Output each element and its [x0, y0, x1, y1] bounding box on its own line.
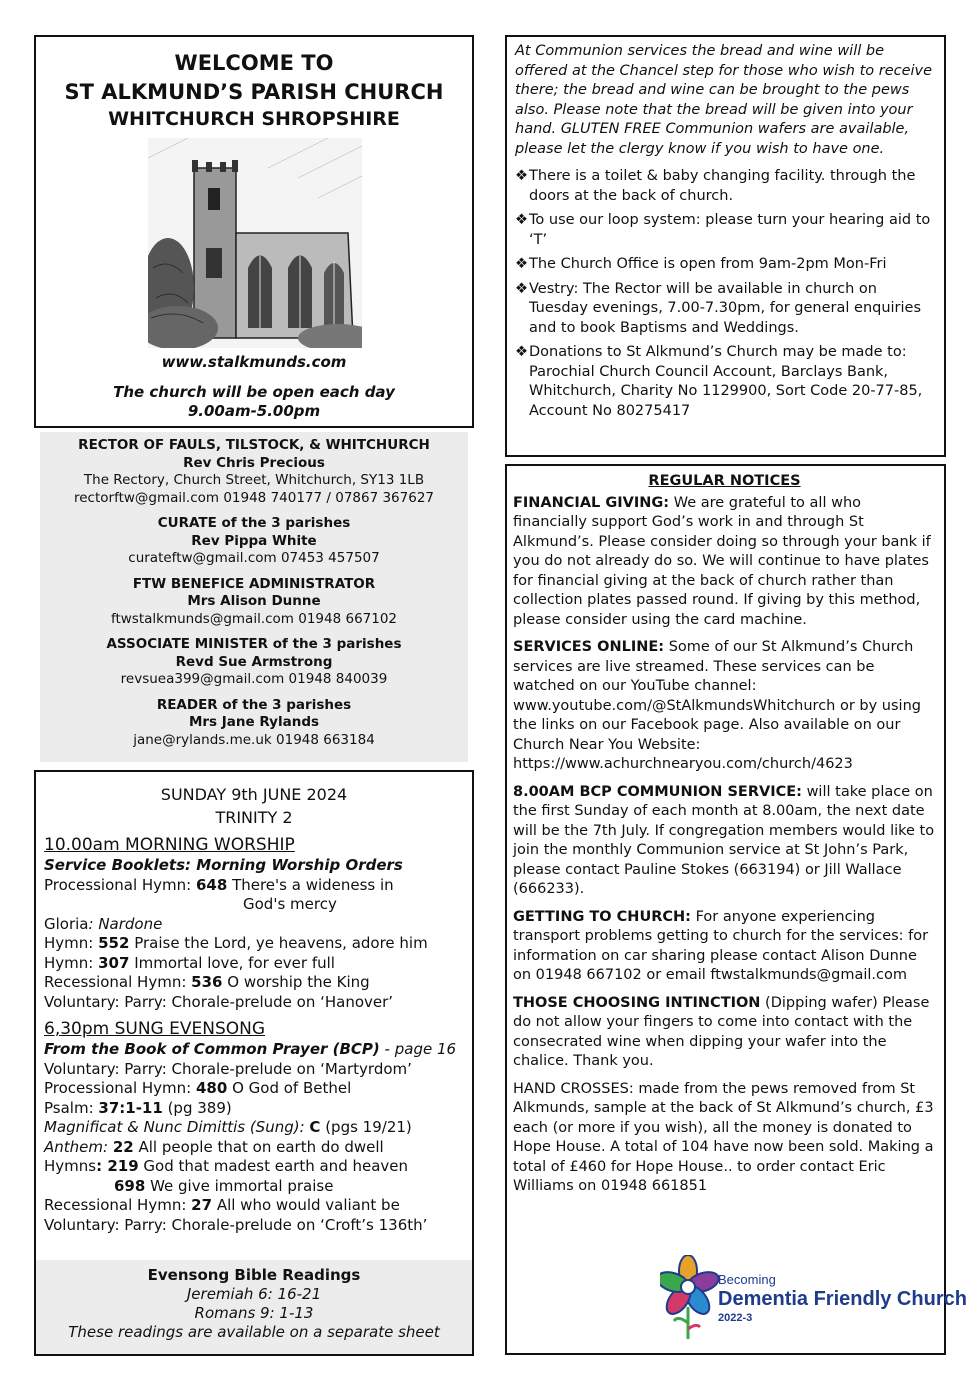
clergy-name: Mrs Alison Dunne: [187, 593, 321, 609]
clergy-name: Rev Chris Precious: [183, 454, 325, 471]
hymn-label: Recessional Hymn:: [44, 1196, 192, 1214]
clergy-contact: rectorftw@gmail.com 01948 740177 / 07867 367627: [73, 489, 435, 506]
bible-readings: [36, 1260, 472, 1354]
church-sketch-image: [148, 138, 362, 348]
notice-hand-crosses: [513, 1080, 936, 1197]
recessional-hymn: [44, 973, 464, 993]
welcome-title: WELCOME TO: [174, 51, 334, 75]
anthem-label: Anthem:: [44, 1137, 113, 1156]
bullet-toilet: [515, 167, 936, 206]
bullet-text: Donations to St Alkmund’s Church may be made to: Parochial Church Council Account, Barclays Bank, Whitchurch, Charity No 1129900, Sort Code 20-77-85, Account No 80275417: [529, 344, 923, 419]
bullet-office: [515, 255, 936, 275]
hymn-552: [44, 934, 464, 954]
psalm-page: (pg 389): [162, 1098, 232, 1117]
bullet-loop: [515, 211, 936, 250]
opening-hours: [36, 383, 472, 421]
bullet-text: The Church Office is open from 9am-2pm Mon-Fri: [529, 256, 887, 272]
clergy-rector: [40, 437, 468, 507]
diamond-bullet-icon: ❖: [515, 256, 528, 272]
clergy-role: RECTOR OF FAULS, TILSTOCK, & WHITCHURCH: [78, 437, 430, 453]
bullet-vestry: [515, 280, 936, 339]
gloria-setting: : Nardone: [88, 914, 163, 933]
clergy-role: READER of the 3 parishes: [156, 696, 352, 713]
voluntary: Voluntary: Parry: Chorale-prelude on ‘Hanover’: [44, 992, 394, 1011]
recessional-hymn: [44, 1196, 464, 1216]
evensong: [36, 1018, 472, 1235]
bcp-page: - page 16: [379, 1040, 457, 1058]
hymn-label: Recessional Hymn:: [44, 973, 192, 991]
voluntary: Voluntary: Parry: Chorale-prelude on ‘Martyrdom’: [44, 1059, 412, 1078]
hymn-number: 480: [195, 1079, 228, 1097]
notice-text: We are grateful to all who financially support God’s work in and through St Alkmund’s. Please consider doing so through your bank if you do not already do so. We will continue to have plates for financial giving at the back of church rather than collection plates passed round. If giving by this method, please consider using the card machine.: [513, 494, 931, 628]
opening-hours-line1: The church will be open each day: [113, 383, 395, 401]
psalm: [44, 1099, 464, 1119]
bcp-book: From the Book of Common Prayer (BCP): [44, 1040, 380, 1058]
gloria-label: Gloria: [44, 914, 89, 933]
hymns-label: Hymns: [44, 1157, 97, 1175]
bcp-line: [44, 1040, 464, 1060]
notice-text: will take place on the first Sunday of each month at 8.00am, the next date will be the 7th July. If congregation members would like to join the monthly Communion service at St John’s Park, please contact Pauline Stokes (663194) or Jill Wallace (666233).: [513, 783, 935, 897]
service-date-text: SUNDAY 9th JUNE 2024: [160, 785, 348, 804]
notice-heading: THOSE CHOOSING INTINCTION: [513, 994, 761, 1011]
hymn-label: Hymn:: [44, 934, 99, 952]
hymn-number: : 219: [96, 1157, 139, 1175]
diamond-bullet-icon: ❖: [515, 212, 528, 228]
church-name: ST ALKMUND’S PARISH CHURCH: [64, 80, 444, 104]
notice-text: For anyone experiencing transport problems getting to church for the services: for information on car sharing please contact Alison Dunne on 01948 667102 or email ftwstalkmunds@gmail.com: [513, 908, 929, 983]
notice-financial-giving: [513, 494, 936, 631]
clergy-contacts: [40, 432, 468, 762]
hymn-number: 536: [191, 973, 223, 991]
reading-2: Romans 9: 1-13: [194, 1304, 314, 1322]
notice-text: (Dipping wafer) Please do not allow your fingers to come into contact with the consecrated wine when dipping your wafer into the chalice. Thank you.: [513, 994, 930, 1069]
bullet-text: There is a toilet & baby changing facility. through the doors at the back of church.: [529, 168, 916, 204]
hymns: [44, 1157, 464, 1177]
morning-worship-heading: 10.00am MORNING WORSHIP: [44, 835, 295, 855]
hymn-number: 27: [191, 1196, 213, 1214]
notice-bcp-communion: [513, 783, 936, 900]
hymn-title: O God of Bethel: [227, 1079, 352, 1097]
clergy-curate: [40, 515, 468, 568]
hymn-label: Processional Hymn:: [44, 875, 196, 894]
bullet-text: Vestry: The Rector will be available in church on Tuesday evenings, 7.00-7.30pm, for general enquiries and to book Baptisms and Weddings.: [529, 280, 922, 336]
dementia-friendly-logo: [660, 1255, 967, 1341]
clergy-role: ASSOCIATE MINISTER of the 3 parishes: [106, 636, 402, 652]
clergy-associate-minister: [40, 636, 468, 689]
notice-text: HAND CROSSES: made from the pews removed from St Alkmunds, sample at the back of St Alkmund’s church, £3 each (or more if you wish), all the money is donated to Hope House. A total of 104 have now been sold. Making a total of £460 for Hope House.. to order contact Eric Williams on 01948 661851: [513, 1080, 934, 1194]
psalm-number: 37:1-11: [98, 1098, 163, 1117]
church-location: WHITCHURCH SHROPSHIRE: [108, 108, 400, 130]
logo-year: 2022-3: [718, 1312, 753, 1324]
clergy-name: Mrs Jane Rylands: [188, 714, 320, 730]
magnificat: [44, 1118, 464, 1138]
evensong-heading: 6,30pm SUNG EVENSONG: [44, 1019, 266, 1039]
hymn-number: 552: [98, 934, 130, 952]
voluntary: Voluntary: Parry: Chorale-prelude on ‘Croft’s 136th’: [44, 1215, 428, 1234]
reading-1: Jeremiah 6: 16-21: [186, 1285, 322, 1303]
notice-heading: 8.00AM BCP COMMUNION SERVICE:: [513, 783, 802, 800]
clergy-reader: [40, 697, 468, 750]
hymn-title: We give immortal praise: [145, 1176, 334, 1195]
bullet-donations: [515, 343, 936, 421]
hymn-number: 648: [195, 875, 228, 894]
notice-heading: SERVICES ONLINE:: [513, 639, 665, 655]
gloria: [44, 915, 464, 935]
notice-getting-to-church: [513, 908, 936, 986]
anthem-number: 22: [112, 1137, 134, 1156]
diamond-bullet-icon: ❖: [515, 168, 528, 184]
clergy-name: Revd Sue Armstrong: [175, 653, 333, 670]
clergy-role: FTW BENEFICE ADMINISTRATOR: [132, 575, 376, 592]
hymn-title: There's a wideness in: [227, 875, 394, 894]
notice-services-online: [513, 638, 936, 775]
communion-info-box: [505, 35, 946, 457]
hymn-title: Praise the Lord, ye heavens, adore him: [129, 934, 428, 952]
anthem: [44, 1138, 464, 1158]
clergy-contact: curateftw@gmail.com 07453 457507: [128, 550, 380, 566]
notice-heading: FINANCIAL GIVING:: [513, 494, 670, 511]
hymn-label: Hymn:: [44, 953, 99, 972]
processional-hymn: [44, 876, 464, 896]
opening-hours-line2: 9.00am-5.00pm: [187, 402, 321, 420]
hymn-title: Immortal love, for ever full: [129, 953, 335, 972]
diamond-bullet-icon: ❖: [515, 280, 528, 297]
clergy-contact: jane@rylands.me.uk 01948 663184: [133, 731, 375, 748]
welcome-box: [34, 35, 474, 428]
notice-text: Some of our St Alkmund’s Church services are live streamed. These services can be watched on our YouTube channel: www.youtube.com/@StAlkmundsWhitchurch or by using the links on our Facebook page. Also available on our Church Near You Website: https://www.achurchnearyou.com/church/4623: [513, 639, 921, 772]
regular-notices-box: [505, 464, 946, 1355]
service-booklets: Service Booklets: Morning Worship Orders: [44, 856, 403, 874]
notice-intinction: [513, 994, 936, 1072]
hymn-label: Processional Hymn:: [44, 1079, 196, 1097]
hymn-698: [44, 1177, 464, 1197]
sunday-services-box: [34, 770, 474, 1356]
readings-note: These readings are available on a separate sheet: [68, 1323, 440, 1341]
notices-title: REGULAR NOTICES: [648, 473, 801, 489]
magnificat-pages: (pgs 19/21): [320, 1118, 412, 1136]
morning-worship: [36, 834, 472, 1012]
hymn-number: 307: [98, 953, 130, 972]
trinity-label: TRINITY 2: [215, 808, 293, 827]
hymn-title: God that madest earth and heaven: [138, 1157, 409, 1175]
magnificat-label: Magnificat & Nunc Dimittis (Sung):: [44, 1118, 310, 1136]
service-date: [36, 783, 472, 829]
diamond-bullet-icon: ❖: [515, 344, 528, 360]
hymn-307: [44, 954, 464, 974]
clergy-administrator: [40, 576, 468, 629]
flower-icon: [660, 1255, 720, 1341]
clergy-contact: ftwstalkmunds@gmail.com 01948 667102: [110, 610, 398, 627]
communion-intro: At Communion services the bread and wine will be offered at the Chancel step for those who wish to receive there; the bread and wine can be brought to the pews also. Please note that the bread will be given into your hand. GLUTEN FREE Communion wafers are available, please let the clergy know if you wish to have one.: [515, 43, 933, 157]
clergy-address: The Rectory, Church Street, Whitchurch, SY13 1LB: [83, 472, 425, 488]
processional-hymn: [44, 1079, 464, 1099]
logo-dementia-friendly: Dementia Friendly Church: [718, 1288, 967, 1310]
church-website: www.stalkmunds.com: [161, 353, 347, 371]
clergy-role: CURATE of the 3 parishes: [157, 515, 351, 531]
anthem-title: All people that on earth do dwell: [133, 1137, 384, 1156]
hymn-number: 698: [114, 1176, 146, 1195]
hymn-title: O worship the King: [222, 973, 370, 991]
readings-title: Evensong Bible Readings: [147, 1266, 361, 1284]
psalm-label: Psalm:: [44, 1098, 99, 1117]
clergy-name: Rev Pippa White: [191, 532, 317, 549]
bullet-text: To use our loop system: please turn your hearing aid to ‘T’: [529, 212, 931, 248]
magnificat-setting: C: [309, 1118, 321, 1136]
clergy-contact: revsuea399@gmail.com 01948 840039: [120, 671, 388, 687]
hymn-title-cont: God's mercy: [243, 895, 337, 913]
hymn-title: All who would valiant be: [212, 1196, 400, 1214]
notice-heading: GETTING TO CHURCH:: [513, 908, 691, 925]
logo-becoming: Becoming: [718, 1272, 776, 1287]
